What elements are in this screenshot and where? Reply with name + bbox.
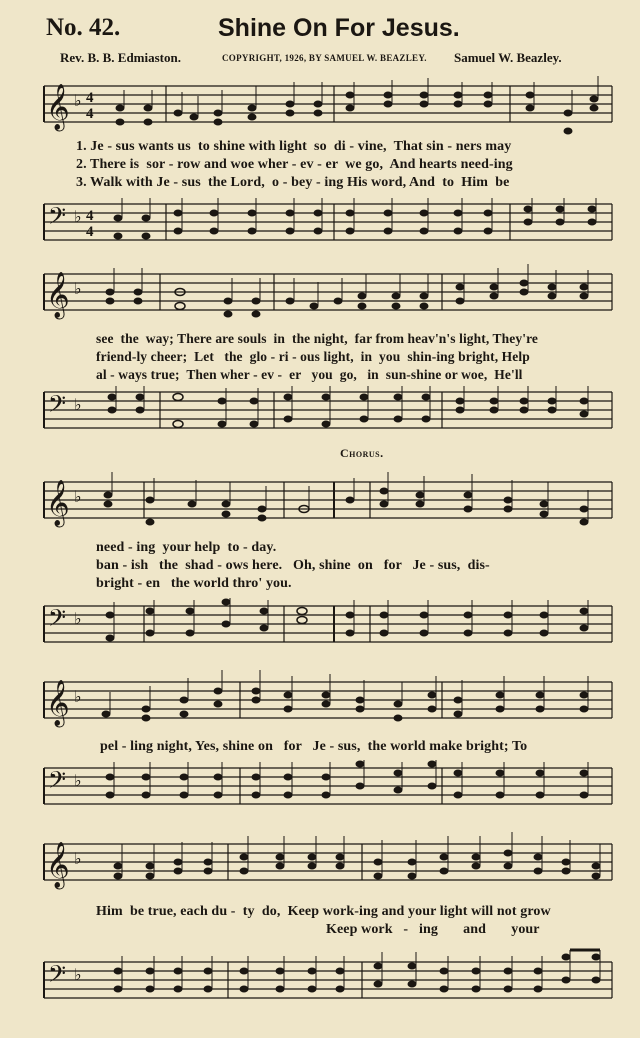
svg-text:𝄢: 𝄢 (48, 604, 67, 637)
svg-text:𝄞: 𝄞 (46, 480, 70, 526)
svg-text:𝄢: 𝄢 (48, 390, 67, 423)
bass-staff-system-2 (0, 384, 640, 436)
svg-text:𝄞: 𝄞 (46, 272, 70, 318)
svg-text:♭: ♭ (74, 93, 82, 110)
svg-text:♭: ♭ (74, 689, 82, 706)
hymn-number: No. 42. (46, 14, 121, 41)
svg-text:♭: ♭ (74, 281, 82, 298)
bass-staff-system-4 (0, 760, 640, 810)
svg-text:𝄞: 𝄞 (46, 84, 70, 130)
treble-staff-system-3 (0, 470, 640, 534)
bass-staff-system-5 (0, 948, 640, 1006)
treble-staff-system-4 (0, 668, 640, 734)
author: Rev. B. B. Edmiaston. (60, 50, 181, 65)
lyric-line-3-3: bright - en the world thro' you. (96, 576, 292, 591)
lyric-line-5-1: Him be true, each du - ty do, Keep work-ing and your light will not grow (96, 904, 551, 919)
svg-text:♭: ♭ (74, 851, 82, 868)
svg-text:♭: ♭ (74, 489, 82, 506)
svg-text:4: 4 (86, 106, 94, 122)
lyric-line-3-2: ban - ish the shad - ows here. Oh, shine on for Je - sus, dis- (96, 558, 490, 573)
lyric-line-2-2: friend-ly cheer; Let the glo - ri - ous light, in you shin-ing bright, Help (96, 349, 530, 364)
lyric-line-1-3: 3. Walk with Je - sus the Lord, o - bey - ing His word, And to Him be (76, 175, 510, 190)
bass-staff-system-1 (0, 196, 640, 246)
treble-staff-system-1 (0, 76, 640, 136)
lyric-line-5-2: Keep work - ing and your (326, 922, 540, 937)
copyright-notice: COPYRIGHT, 1926, BY SAMUEL W. BEAZLEY. (222, 53, 427, 63)
svg-text:𝄢: 𝄢 (48, 766, 67, 799)
lyric-line-1-2: 2. There is sor - row and woe wher - ev - er we go, And hearts need-ing (76, 157, 513, 172)
svg-text:4: 4 (86, 208, 94, 224)
lyric-line-3-1: need - ing your help to - day. (96, 540, 277, 555)
svg-text:𝄢: 𝄢 (48, 202, 67, 235)
lyric-line-2-3: al - ways true; Then wher - ev - er you go, in sun-shine or woe, He'll (96, 367, 523, 382)
svg-text:♭: ♭ (74, 611, 82, 628)
svg-text:4: 4 (86, 90, 94, 106)
lyric-line-4-1: pel - ling night, Yes, shine on for Je - sus, the world make bright; To (100, 739, 528, 754)
svg-text:𝄢: 𝄢 (48, 960, 67, 993)
treble-staff-system-5 (0, 830, 640, 896)
svg-text:𝄞: 𝄞 (46, 680, 70, 726)
hymn-title: Shine On For Jesus. (218, 14, 460, 42)
svg-text:♭: ♭ (74, 773, 82, 790)
svg-text:♭: ♭ (74, 397, 82, 414)
svg-text:♭: ♭ (74, 967, 82, 984)
svg-text:4: 4 (86, 224, 94, 240)
composer: Samuel W. Beazley. (454, 50, 562, 65)
lyric-line-1-1: 1. Je - sus wants us to shine with light so di - vine, That sin - ners may (76, 139, 512, 154)
chorus-label: Chorus. (340, 446, 384, 460)
lyric-line-2-1: see the way; There are souls in the night, far from heav'n's light, They're (96, 331, 539, 346)
svg-text:𝄞: 𝄞 (46, 842, 70, 888)
svg-text:♭: ♭ (74, 209, 82, 226)
bass-staff-system-3 (0, 598, 640, 650)
treble-staff-system-2 (0, 262, 640, 326)
